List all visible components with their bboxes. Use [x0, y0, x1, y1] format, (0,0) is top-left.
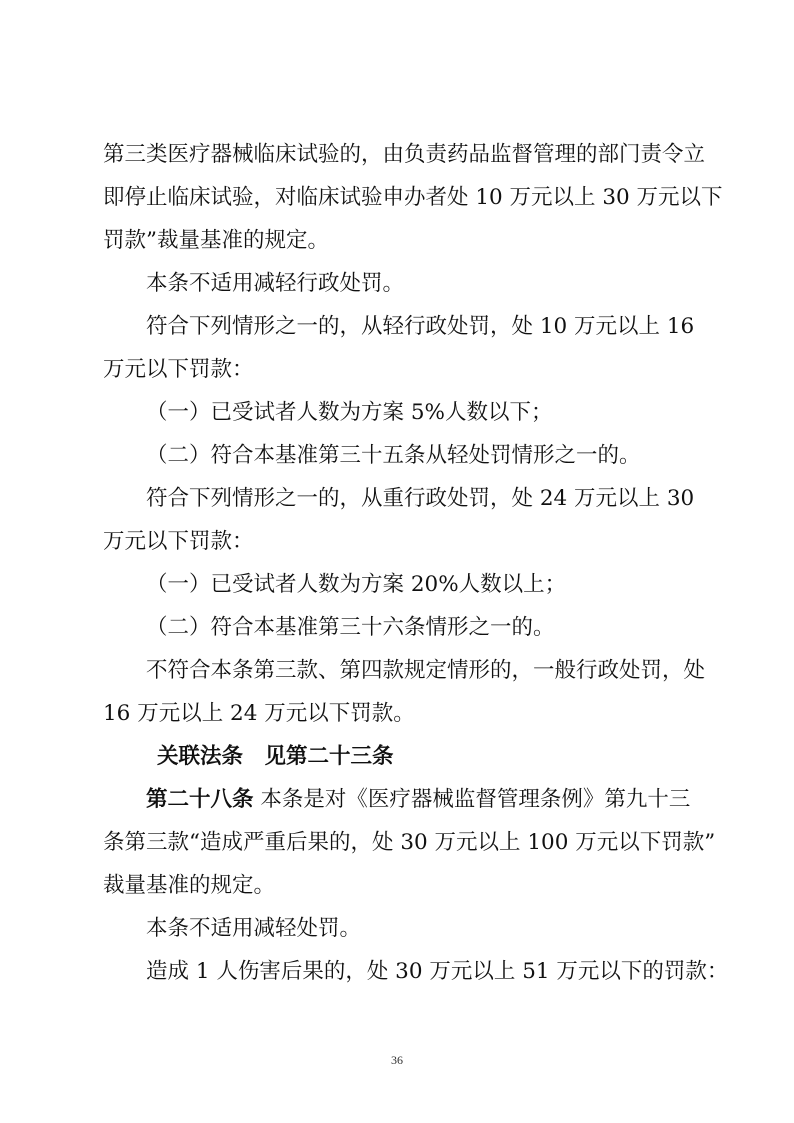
list-item: （二）符合本基准第三十五条从轻处罚情形之一的。	[146, 443, 641, 468]
article-number: 第二十八条	[146, 787, 254, 812]
paragraph-line: 即停止临床试验，对临床试验申办者处 10 万元以上 30 万元以下	[103, 185, 723, 210]
paragraph-line: 造成 1 人伤害后果的，处 30 万元以上 51 万元以下的罚款：	[146, 959, 729, 984]
paragraph-line: 罚款”裁量基准的规定。	[103, 228, 329, 253]
paragraph-line: 裁量基准的规定。	[103, 873, 276, 898]
paragraph-line: 16 万元以上 24 万元以下罚款。	[103, 701, 415, 726]
list-item: （一）已受试者人数为方案 5%人数以下；	[146, 400, 553, 425]
paragraph-line: 本条不适用减轻处罚。	[146, 916, 362, 941]
paragraph-line: 符合下列情形之一的，从重行政处罚，处 24 万元以上 30	[146, 486, 695, 511]
related-article-heading: 关联法条 见第二十三条	[157, 744, 394, 769]
paragraph-line: 本条不适用减轻行政处罚。	[146, 271, 405, 296]
paragraph-line: 条第三款“造成严重后果的，处 30 万元以上 100 万元以下罚款”	[103, 830, 716, 855]
page-number: 36	[391, 1053, 403, 1067]
paragraph-line: 第三类医疗器械临床试验的，由负责药品监督管理的部门责令立	[103, 142, 706, 167]
paragraph-line: 万元以下罚款：	[103, 529, 254, 554]
list-item: （一）已受试者人数为方案 20%人数以上；	[146, 572, 567, 597]
paragraph-line: 符合下列情形之一的，从轻行政处罚，处 10 万元以上 16	[146, 314, 695, 339]
paragraph-line: 不符合本条第三款、第四款规定情形的，一般行政处罚，处	[146, 658, 706, 683]
article-heading-line	[146, 785, 691, 815]
article-text: 本条是对《医疗器械监督管理条例》第九十三	[260, 787, 691, 812]
paragraph-line: 万元以下罚款：	[103, 357, 254, 382]
list-item: （二）符合本基准第三十六条情形之一的。	[146, 615, 555, 640]
